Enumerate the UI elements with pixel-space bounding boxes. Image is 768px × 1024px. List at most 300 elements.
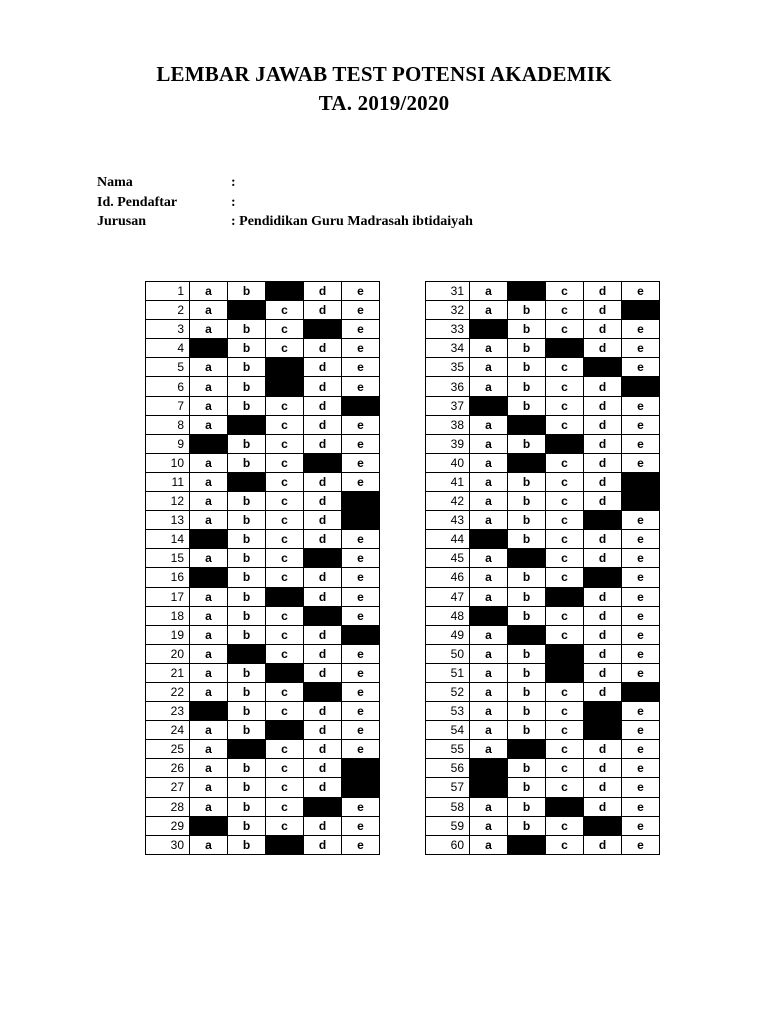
option-b: b [508,682,546,701]
option-e: e [622,702,660,721]
option-b: b [508,759,546,778]
option-a: a [190,320,228,339]
option-e: e [622,568,660,587]
answer-row [426,816,660,835]
option-filled-e [622,682,660,701]
option-filled-d [304,682,342,701]
option-d: d [584,377,622,396]
option-e: e [342,530,380,549]
option-e: e [622,606,660,625]
question-number: 22 [146,682,190,701]
option-e: e [342,644,380,663]
option-b: b [228,778,266,797]
option-c: c [546,320,584,339]
option-a: a [470,682,508,701]
option-b: b [228,320,266,339]
option-filled-e [622,377,660,396]
option-e: e [622,663,660,682]
option-d: d [584,682,622,701]
answer-row [426,301,660,320]
option-e: e [342,301,380,320]
option-b: b [508,434,546,453]
option-e: e [342,453,380,472]
option-b: b [228,816,266,835]
option-e: e [342,702,380,721]
option-b: b [508,320,546,339]
question-number: 46 [426,568,470,587]
option-e: e [622,740,660,759]
option-c: c [546,816,584,835]
option-b: b [228,606,266,625]
option-b: b [228,511,266,530]
option-c: c [266,625,304,644]
info-label: Jurusan [97,214,147,229]
question-number: 1 [146,282,190,301]
option-filled-a [190,434,228,453]
option-d: d [304,835,342,854]
option-b: b [228,282,266,301]
option-c: c [546,740,584,759]
answer-row [426,549,660,568]
option-b: b [228,797,266,816]
page-subtitle: TA. 2019/2020 [318,91,450,115]
option-filled-c [266,377,304,396]
option-a: a [190,778,228,797]
option-d: d [584,492,622,511]
answer-row [426,625,660,644]
option-b: b [508,396,546,415]
answer-row [426,606,660,625]
option-c: c [266,778,304,797]
option-d: d [304,816,342,835]
option-e: e [342,663,380,682]
option-filled-e [342,778,380,797]
answer-row [146,740,380,759]
option-d: d [584,606,622,625]
option-c: c [546,415,584,434]
option-c: c [546,568,584,587]
answer-row [146,682,380,701]
option-filled-b [228,415,266,434]
option-c: c [266,320,304,339]
question-number: 57 [426,778,470,797]
question-number: 35 [426,358,470,377]
option-a: a [190,625,228,644]
option-b: b [228,339,266,358]
option-e: e [342,835,380,854]
option-a: a [470,644,508,663]
answer-row [146,530,380,549]
question-number: 56 [426,759,470,778]
option-d: d [304,472,342,491]
answer-row [146,816,380,835]
option-d: d [304,511,342,530]
option-e: e [622,587,660,606]
answer-row [426,472,660,491]
option-c: c [546,625,584,644]
option-d: d [584,472,622,491]
question-number: 20 [146,644,190,663]
option-filled-e [342,511,380,530]
option-b: b [228,835,266,854]
question-number: 17 [146,587,190,606]
option-filled-c [546,434,584,453]
option-d: d [584,320,622,339]
option-c: c [546,702,584,721]
option-a: a [470,740,508,759]
option-b: b [228,663,266,682]
option-filled-b [508,453,546,472]
option-filled-e [342,492,380,511]
option-a: a [470,587,508,606]
answer-row [426,511,660,530]
option-filled-d [304,549,342,568]
question-number: 28 [146,797,190,816]
option-d: d [304,587,342,606]
question-number: 45 [426,549,470,568]
question-number: 58 [426,797,470,816]
option-b: b [228,396,266,415]
option-c: c [546,472,584,491]
option-filled-c [546,663,584,682]
option-filled-c [546,797,584,816]
info-value: : Pendidikan Guru Madrasah ibtidaiyah [231,214,473,229]
option-b: b [508,511,546,530]
option-filled-c [546,644,584,663]
question-number: 33 [426,320,470,339]
answer-row [426,587,660,606]
option-c: c [266,339,304,358]
option-e: e [342,282,380,301]
option-filled-b [508,740,546,759]
option-d: d [304,759,342,778]
option-a: a [190,282,228,301]
option-d: d [304,663,342,682]
answer-row [146,434,380,453]
option-d: d [304,339,342,358]
option-b: b [228,453,266,472]
question-number: 16 [146,568,190,587]
option-e: e [342,721,380,740]
option-d: d [584,644,622,663]
option-d: d [584,415,622,434]
option-a: a [470,797,508,816]
option-c: c [546,492,584,511]
option-a: a [190,759,228,778]
answer-row [146,606,380,625]
question-number: 32 [426,301,470,320]
option-e: e [342,682,380,701]
answer-row [426,759,660,778]
answer-row [146,415,380,434]
option-b: b [228,549,266,568]
option-filled-c [546,587,584,606]
answer-table-right [425,281,660,855]
option-e: e [342,472,380,491]
option-b: b [508,377,546,396]
option-e: e [622,778,660,797]
option-c: c [266,396,304,415]
option-a: a [190,472,228,491]
option-e: e [622,396,660,415]
option-d: d [584,778,622,797]
question-number: 42 [426,492,470,511]
question-number: 13 [146,511,190,530]
question-number: 10 [146,453,190,472]
option-filled-a [190,702,228,721]
answer-row [426,339,660,358]
option-d: d [304,740,342,759]
option-e: e [342,377,380,396]
question-number: 53 [426,702,470,721]
option-c: c [546,358,584,377]
option-a: a [470,511,508,530]
option-a: a [190,301,228,320]
option-c: c [266,301,304,320]
question-number: 2 [146,301,190,320]
option-d: d [584,396,622,415]
answer-row [146,396,380,415]
option-e: e [622,511,660,530]
question-number: 40 [426,453,470,472]
info-label: Id. Pendaftar [97,194,178,210]
option-d: d [304,434,342,453]
question-number: 25 [146,740,190,759]
answer-row [426,530,660,549]
answer-row [426,492,660,511]
option-b: b [228,358,266,377]
option-c: c [546,301,584,320]
option-a: a [470,568,508,587]
option-a: a [470,721,508,740]
question-number: 34 [426,339,470,358]
question-number: 19 [146,625,190,644]
answer-row [146,301,380,320]
option-e: e [342,358,380,377]
option-a: a [190,549,228,568]
option-c: c [266,759,304,778]
option-a: a [470,625,508,644]
answer-row [146,472,380,491]
option-c: c [266,816,304,835]
option-filled-c [266,721,304,740]
question-number: 55 [426,740,470,759]
option-c: c [546,530,584,549]
option-c: c [266,530,304,549]
option-e: e [342,339,380,358]
option-d: d [584,549,622,568]
question-number: 21 [146,663,190,682]
answer-row [146,320,380,339]
option-d: d [584,625,622,644]
option-filled-d [304,453,342,472]
option-e: e [342,320,380,339]
option-d: d [584,835,622,854]
option-e: e [622,339,660,358]
option-c: c [546,549,584,568]
question-number: 5 [146,358,190,377]
option-b: b [228,434,266,453]
option-b: b [508,472,546,491]
option-a: a [470,702,508,721]
question-number: 59 [426,816,470,835]
option-d: d [584,587,622,606]
info-label: Nama [97,175,133,190]
answer-row [146,644,380,663]
option-b: b [508,778,546,797]
option-b: b [508,492,546,511]
option-b: b [228,702,266,721]
option-d: d [584,282,622,301]
option-e: e [622,759,660,778]
option-e: e [342,606,380,625]
option-d: d [304,282,342,301]
option-d: d [304,702,342,721]
option-filled-d [584,568,622,587]
option-b: b [228,625,266,644]
question-number: 29 [146,816,190,835]
option-a: a [190,415,228,434]
option-c: c [546,396,584,415]
option-filled-a [470,606,508,625]
answer-row [146,721,380,740]
answer-row [146,511,380,530]
option-e: e [622,434,660,453]
option-b: b [228,377,266,396]
option-c: c [266,453,304,472]
option-e: e [622,835,660,854]
question-number: 3 [146,320,190,339]
option-d: d [584,663,622,682]
option-b: b [228,492,266,511]
option-filled-b [228,301,266,320]
question-number: 14 [146,530,190,549]
answer-row [426,568,660,587]
option-a: a [470,472,508,491]
question-number: 8 [146,415,190,434]
answer-row [146,549,380,568]
option-a: a [190,835,228,854]
option-b: b [508,721,546,740]
option-c: c [266,682,304,701]
option-b: b [508,568,546,587]
option-d: d [304,358,342,377]
answer-row [426,682,660,701]
option-d: d [304,377,342,396]
info-value: : [231,175,236,190]
option-filled-b [508,282,546,301]
question-number: 37 [426,396,470,415]
option-b: b [508,663,546,682]
option-d: d [304,492,342,511]
option-e: e [622,320,660,339]
option-filled-d [584,358,622,377]
question-number: 47 [426,587,470,606]
question-number: 11 [146,472,190,491]
option-c: c [266,492,304,511]
option-filled-d [304,606,342,625]
option-d: d [304,301,342,320]
answer-row [146,759,380,778]
option-a: a [470,358,508,377]
option-a: a [470,816,508,835]
option-c: c [546,453,584,472]
answer-row [426,663,660,682]
answer-row [426,358,660,377]
question-number: 12 [146,492,190,511]
option-filled-a [470,759,508,778]
option-d: d [304,625,342,644]
option-a: a [190,663,228,682]
option-filled-a [470,778,508,797]
option-e: e [622,625,660,644]
question-number: 4 [146,339,190,358]
option-filled-b [228,644,266,663]
option-a: a [190,606,228,625]
option-d: d [304,530,342,549]
question-number: 24 [146,721,190,740]
answer-row [146,339,380,358]
option-e: e [622,453,660,472]
option-filled-b [508,549,546,568]
answer-row [146,778,380,797]
answer-row [426,396,660,415]
option-a: a [190,358,228,377]
option-e: e [622,721,660,740]
option-e: e [342,415,380,434]
option-b: b [228,682,266,701]
option-e: e [342,816,380,835]
option-b: b [508,339,546,358]
option-a: a [470,415,508,434]
option-b: b [508,587,546,606]
option-filled-c [546,339,584,358]
option-filled-e [622,472,660,491]
option-b: b [508,301,546,320]
answer-row [426,282,660,301]
question-number: 43 [426,511,470,530]
answer-row [426,835,660,854]
question-number: 51 [426,663,470,682]
option-filled-a [470,530,508,549]
option-c: c [546,759,584,778]
option-d: d [304,721,342,740]
option-filled-c [266,663,304,682]
option-a: a [190,682,228,701]
option-e: e [342,434,380,453]
option-filled-a [190,530,228,549]
option-b: b [508,797,546,816]
option-filled-a [190,568,228,587]
page-title: LEMBAR JAWAB TEST POTENSI AKADEMIK [156,62,612,86]
answer-row [146,492,380,511]
option-e: e [622,797,660,816]
option-filled-d [584,721,622,740]
option-d: d [584,434,622,453]
option-filled-e [622,492,660,511]
option-a: a [190,721,228,740]
answer-row [146,663,380,682]
option-filled-b [228,740,266,759]
option-a: a [470,663,508,682]
option-a: a [190,492,228,511]
option-filled-d [584,816,622,835]
option-a: a [190,377,228,396]
question-number: 52 [426,682,470,701]
option-filled-e [342,759,380,778]
answer-row [426,415,660,434]
option-filled-a [470,396,508,415]
